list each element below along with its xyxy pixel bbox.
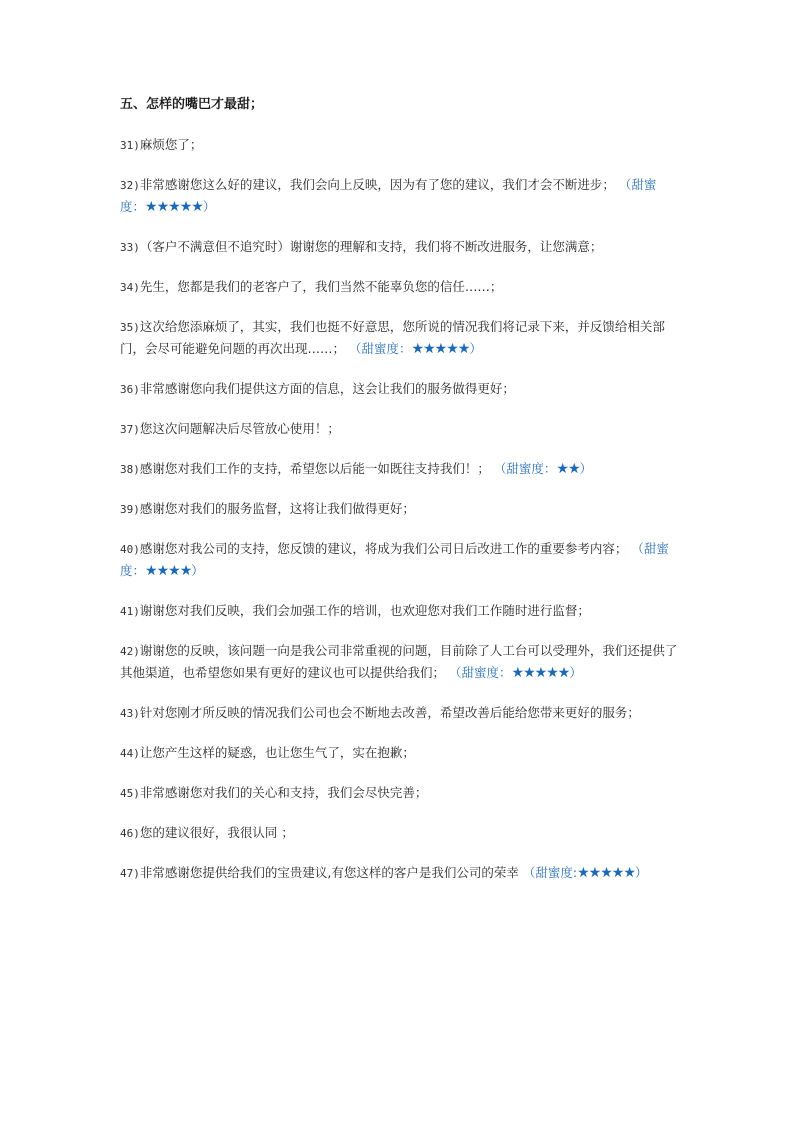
star-icon: ★	[523, 665, 535, 681]
phrase-item	[120, 822, 680, 844]
star-icon: ★	[145, 199, 157, 215]
sweetness-label: 甜蜜度：	[506, 461, 557, 476]
phrase-number: 46)	[120, 827, 140, 840]
phrase-number: 45)	[120, 787, 140, 800]
star-icon: ★	[179, 199, 192, 215]
phrase-number: 34)	[120, 281, 140, 294]
phrase-number: 44)	[120, 747, 140, 760]
phrase-item	[120, 236, 680, 258]
phrase-text: 谢谢您的反映，该问题一向是我公司非常重视的问题，目前除了人工台可以受理外，我们还提供了其他渠道，也希望您如果有更好的建议也可以提供给我们；	[120, 643, 678, 680]
phrase-item	[120, 862, 680, 884]
phrase-number: 32)	[120, 179, 140, 192]
sweetness-rating: （甜蜜度：★★★★★）	[120, 177, 657, 215]
phrase-number: 37)	[120, 423, 140, 436]
phrase-item	[120, 782, 680, 804]
phrase-item	[120, 538, 680, 582]
star-icon: ★	[156, 199, 169, 215]
phrase-text: 您这次问题解决后尽管放心使用！；	[139, 421, 340, 436]
sweetness-rating: （甜蜜度：★★★★）	[120, 541, 669, 579]
phrase-item	[120, 316, 680, 360]
star-icon: ★	[191, 199, 203, 215]
phrase-item	[120, 702, 680, 724]
sweetness-label: 甜蜜度：	[461, 665, 512, 680]
phrase-text: 先生，您都是我们的老客户了，我们当然不能辜负您的信任……；	[139, 279, 503, 294]
phrase-item	[120, 276, 680, 298]
phrase-number: 39)	[120, 503, 140, 516]
phrase-text: 感谢您对我们工作的支持，希望您以后能一如既往支持我们！；	[139, 461, 490, 476]
phrase-list	[120, 134, 680, 884]
star-icon: ★	[567, 461, 580, 477]
star-icon: ★	[179, 563, 192, 579]
phrase-text: 非常感谢您这么好的建议，我们会向上反映，因为有了您的建议，我们才会不断进步；	[139, 177, 615, 192]
phrase-number: 36)	[120, 383, 140, 396]
star-icon: ★	[577, 865, 589, 881]
sweetness-label: 甜蜜度:	[535, 865, 578, 880]
phrase-text: 让您产生这样的疑惑，也让您生气了，实在抱歉；	[139, 745, 415, 760]
sweetness-rating: （甜蜜度：★★★★★）	[445, 665, 582, 681]
star-icon: ★	[423, 341, 435, 357]
phrase-text: 您的建议很好，我很认同 ；	[139, 825, 294, 840]
sweetness-rating: （甜蜜度：★★）	[489, 461, 593, 477]
phrase-text: 针对您刚才所反映的情况我们公司也会不断地去改善，希望改善后能给您带来更好的服务；	[139, 705, 640, 720]
sweetness-rating: （甜蜜度:★★★★★）	[518, 865, 648, 881]
sweetness-label: 甜蜜度：	[361, 341, 412, 356]
star-icon: ★	[534, 665, 547, 681]
star-icon: ★	[588, 865, 601, 881]
star-icon: ★	[168, 563, 180, 579]
phrase-text: 这次给您添麻烦了，其实，我们也挺不好意思，您所说的情况我们将记录下来，并反馈给相关部门，会尽可能避免问题的再次出现……；	[120, 319, 665, 356]
phrase-number: 40)	[120, 543, 140, 556]
star-icon: ★	[623, 865, 635, 881]
star-icon: ★	[145, 563, 157, 579]
phrase-number: 33)	[120, 241, 140, 254]
star-icon: ★	[434, 341, 447, 357]
phrase-item	[120, 458, 680, 480]
section-heading: 五、怎样的嘴巴才最甜；	[120, 97, 264, 112]
phrase-number: 38)	[120, 463, 140, 476]
star-icon: ★	[557, 665, 570, 681]
phrase-text: 谢谢您对我们反映，我们会加强工作的培训，也欢迎您对我们工作随时进行监督；	[139, 603, 590, 618]
phrase-number: 43)	[120, 707, 140, 720]
phrase-item	[120, 174, 680, 218]
phrase-number: 47)	[120, 867, 140, 880]
phrase-text: 感谢您对我们的服务监督，这将让我们做得更好；	[139, 501, 415, 516]
phrase-item	[120, 742, 680, 764]
star-icon: ★	[411, 341, 424, 357]
star-icon: ★	[457, 341, 470, 357]
star-icon: ★	[546, 665, 558, 681]
phrase-item	[120, 498, 680, 520]
star-icon: ★	[156, 563, 169, 579]
phrase-number: 31)	[120, 139, 140, 152]
star-icon: ★	[556, 461, 568, 477]
phrase-item	[120, 378, 680, 400]
phrase-number: 42)	[120, 645, 140, 658]
phrase-text: 感谢您对我公司的支持，您反馈的建议，将成为我们公司日后改进工作的重要参考内容；	[139, 541, 628, 556]
phrase-number: 35)	[120, 321, 140, 334]
phrase-item	[120, 418, 680, 440]
phrase-item	[120, 600, 680, 622]
star-icon: ★	[446, 341, 458, 357]
star-icon: ★	[600, 865, 612, 881]
star-icon: ★	[611, 865, 624, 881]
star-icon: ★	[168, 199, 180, 215]
document-page	[120, 96, 680, 902]
phrase-text: 非常感谢您提供给我们的宝贵建议,有您这样的客户是我们公司的荣幸	[139, 865, 519, 880]
phrase-text: 非常感谢您向我们提供这方面的信息，这会让我们的服务做得更好；	[139, 381, 515, 396]
phrase-number: 41)	[120, 605, 140, 618]
phrase-item	[120, 134, 680, 156]
star-icon: ★	[511, 665, 524, 681]
sweetness-label: 甜蜜度：	[120, 177, 657, 214]
phrase-text: （客户不满意但不追究时）谢谢您的理解和支持，我们将不断改进服务，让您满意；	[139, 239, 603, 254]
sweetness-label: 甜蜜度：	[120, 541, 669, 578]
sweetness-rating: （甜蜜度：★★★★★）	[345, 341, 482, 357]
phrase-text: 麻烦您了；	[139, 137, 203, 152]
phrase-text: 非常感谢您对我们的关心和支持，我们会尽快完善；	[139, 785, 428, 800]
phrase-item	[120, 640, 680, 684]
